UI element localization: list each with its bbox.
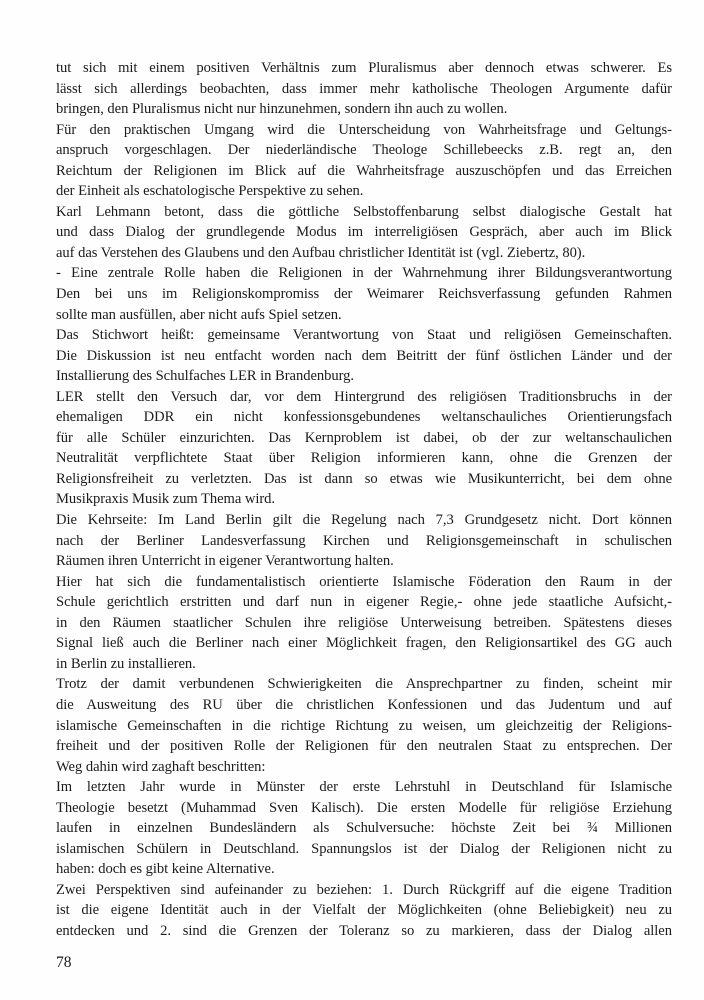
text-line: entdecken und 2. sind die Grenzen der Toleranz so zu markieren, dass der Dialog allen: [56, 922, 672, 939]
paragraph: [56, 510, 672, 572]
text-line: Das Stichwort heißt: gemeinsame Verantwortung von Staat und religiösen Gemeinschaften.: [56, 327, 672, 344]
text-line: laufen in einzelnen Bundesländern als Schulversuche: höchste Zeit bei ¾ Millionen: [56, 820, 672, 837]
text-line: Im letzten Jahr wurde in Münster der erste Lehrstuhl in Deutschland für Islamische: [56, 779, 672, 796]
text-line: Reichtum der Religionen im Blick auf die Wahrheitsfrage auszuschöpfen und das Erreichen: [56, 162, 672, 179]
text-line: islamische Gemeinschaften in die richtige Richtung zu weisen, um gleichzeitig der Religions-: [56, 717, 672, 734]
text-line: in Berlin zu installieren.: [56, 655, 196, 672]
text-line: Theologie besetzt (Muhammad Sven Kalisch). Die ersten Modelle für religiöse Erziehung: [56, 799, 672, 816]
text-line: lässt sich allerdings beobachten, dass immer mehr katholische Theologen Argumente dafür: [56, 80, 672, 97]
text-line: Hier hat sich die fundamentalistisch orientierte Islamische Föderation den Raum in der: [56, 573, 672, 590]
text-line: der Einheit als eschatologische Perspektive zu sehen.: [56, 183, 364, 200]
text-line: auf das Verstehen des Glaubens und den Aufbau christlicher Identität ist (vgl. Ziebertz, 80).: [56, 244, 586, 261]
text-line: freiheit und der positiven Rolle der Religionen für den neutralen Staat zu entsprechen. Der: [56, 738, 672, 755]
text-line: islamischen Schülern in Deutschland. Spannungslos ist der Dialog der Religionen nicht zu: [56, 840, 672, 857]
paragraph: [56, 58, 672, 120]
text-line: Schule gerichtlich erstritten und darf nun in eigener Regie,- ohne jede staatliche Aufsicht,-: [56, 594, 672, 611]
text-line: tut sich mit einem positiven Verhältnis zum Pluralismus aber dennoch etwas schwerer. Es: [56, 60, 672, 76]
text-line: Zwei Perspektiven sind aufeinander zu beziehen: 1. Durch Rückgriff auf die eigene Tradition: [56, 881, 672, 898]
text-line: sollte man ausfüllen, aber nicht aufs Spiel setzen.: [56, 306, 342, 323]
text-line: ehemaligen DDR ein nicht konfessionsgebundenes weltanschauliches Orientierungsfach: [56, 409, 672, 426]
paragraph: [56, 777, 672, 880]
text-line: Signal ließ auch die Berliner nach einer Möglichkeit fragen, den Religionsartikel des GG auch: [56, 635, 672, 652]
text-line: in den Räumen staatlicher Schulen ihre religiöse Unterweisung betreiben. Spätestens dieses: [56, 614, 672, 631]
text-line: haben: doch es gibt keine Alternative.: [56, 861, 275, 878]
text-line: Räumen ihren Unterricht in eigener Verantwortung halten.: [56, 553, 394, 570]
text-line: Installierung des Schulfaches LER in Brandenburg.: [56, 368, 355, 385]
text-line: LER stellt den Versuch dar, vor dem Hintergrund des religiösen Traditionsbruchs in der: [56, 388, 672, 405]
paragraph: [56, 263, 672, 325]
paragraph: [56, 387, 672, 510]
text-line: Den bei uns im Religionskompromiss der Weimarer Reichsverfassung gefunden Rahmen: [56, 286, 672, 303]
text-line: Musikpraxis Musik zum Thema wird.: [56, 491, 275, 508]
text-line: Religionsfreiheit zu verletzten. Das ist dann so etwas wie Musikunterricht, bei dem ohne: [56, 470, 672, 487]
text-line: Weg dahin wird zaghaft beschritten:: [56, 758, 266, 775]
paragraph: [56, 674, 672, 777]
text-line: bringen, den Pluralismus nicht nur hinzunehmen, sondern ihn auch zu wollen.: [56, 101, 508, 118]
text-line: Für den praktischen Umgang wird die Unterscheidung von Wahrheitsfrage und Geltungs-: [56, 121, 672, 138]
text-line: - Eine zentrale Rolle haben die Religionen in der Wahrnehmung ihrer Bildungsverantwortung: [56, 265, 672, 282]
text-line: Neutralität verpflichtete Staat über Religion informieren kann, ohne die Grenzen der: [56, 450, 672, 467]
text-line: die Ausweitung des RU über die christlichen Konfessionen und das Judentum und auf: [56, 696, 672, 713]
text-line: und dass Dialog der grundlegende Modus im interreligiösen Gespräch, aber auch im Blick: [56, 224, 672, 241]
text-line: Trotz der damit verbundenen Schwierigkeiten die Ansprechpartner zu finden, scheint mir: [56, 676, 672, 693]
text-line: Die Diskussion ist neu entfacht worden nach dem Beitritt der fünf östlichen Länder und der: [56, 347, 672, 364]
text-line: Die Kehrseite: Im Land Berlin gilt die Regelung nach 7,3 Grundgesetz nicht. Dort können: [56, 512, 672, 529]
paragraph: [56, 572, 672, 675]
body-text: [56, 58, 672, 942]
text-line: für alle Schüler einzurichten. Das Kernproblem ist dabei, ob der zur weltanschaulichen: [56, 429, 672, 446]
text-line: anspruch vorgeschlagen. Der niederländische Theologe Schillebeecks z.B. regt an, den: [56, 142, 672, 159]
text-line: ist die eigene Identität auch in der Vielfalt der Möglichkeiten (ohne Beliebigkeit) neu zu: [56, 902, 672, 919]
text-line: Karl Lehmann betont, dass die göttliche Selbstoffenbarung selbst dialogische Gestalt hat: [56, 203, 672, 220]
paragraph: [56, 120, 672, 202]
text-line: nach der Berliner Landesverfassung Kirchen und Religionsgemeinschaft in schulischen: [56, 532, 672, 549]
paragraph: [56, 202, 672, 264]
paragraph: [56, 325, 672, 387]
page-number: 78: [56, 954, 72, 971]
paragraph: [56, 880, 672, 942]
